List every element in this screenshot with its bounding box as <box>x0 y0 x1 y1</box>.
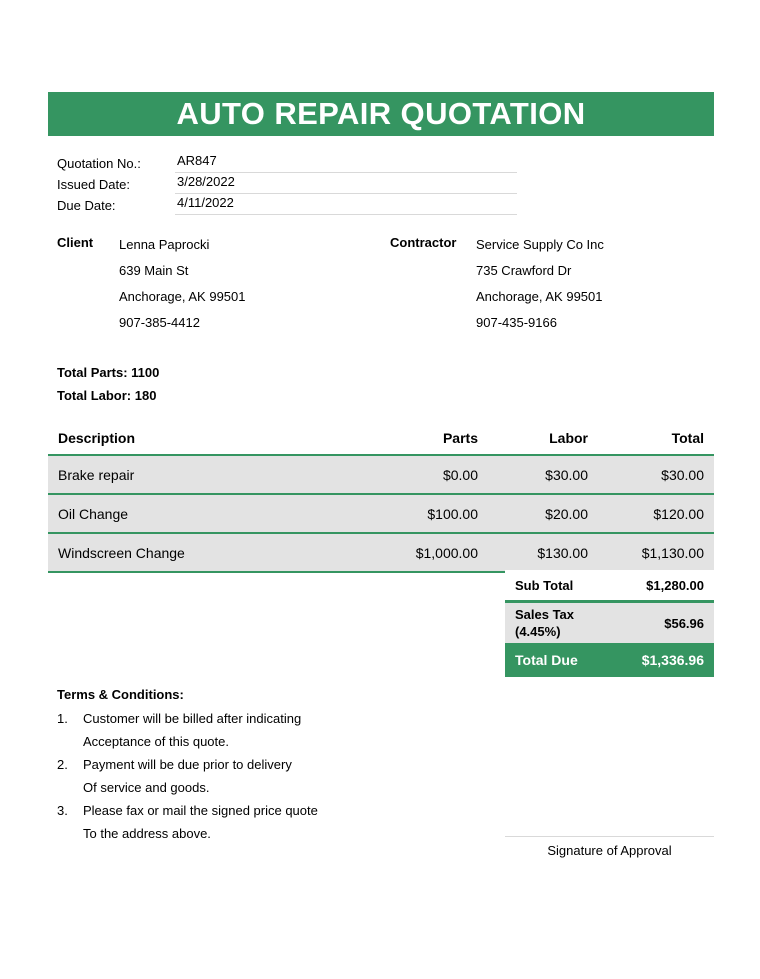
cell-labor: $20.00 <box>488 494 598 533</box>
total-parts-text: Total Parts: 1100 <box>57 365 160 380</box>
term-item <box>57 799 457 845</box>
parties-section <box>57 232 717 336</box>
column-header-total: Total <box>598 430 714 455</box>
cell-total: $120.00 <box>598 494 714 533</box>
term-text <box>83 707 301 753</box>
meta-value-quotation-no: AR847 <box>175 152 517 173</box>
term-line: Payment will be due prior to delivery <box>83 757 292 772</box>
client-address <box>119 232 246 336</box>
terms-and-conditions <box>57 687 457 845</box>
client-street: 639 Main St <box>119 263 189 278</box>
term-number: 1. <box>57 711 68 726</box>
contractor-address <box>476 232 604 336</box>
contractor-phone: 907-435-9166 <box>476 315 557 330</box>
terms-title: Terms & Conditions: <box>57 687 184 702</box>
signature-area <box>505 836 714 858</box>
document-title-banner <box>48 92 714 136</box>
contractor-block <box>390 232 717 336</box>
meta-label-quotation-no: Quotation No.: <box>57 156 141 171</box>
totals-block <box>505 570 714 677</box>
sales-tax-label-line1: Sales Tax <box>515 607 575 622</box>
term-number: 3. <box>57 803 68 818</box>
term-number: 2. <box>57 757 68 772</box>
subtotal-value: $1,280.00 <box>646 577 704 593</box>
cell-labor: $30.00 <box>488 455 598 494</box>
total-due-row <box>505 643 714 677</box>
sales-tax-label-line2: (4.45%) <box>515 624 561 639</box>
sales-tax-label <box>515 606 574 640</box>
table-row <box>48 455 714 494</box>
total-labor-text: Total Labor: 180 <box>57 388 157 403</box>
meta-value-issued-date: 3/28/2022 <box>175 173 517 194</box>
cell-total: $30.00 <box>598 455 714 494</box>
quotation-meta <box>57 152 517 215</box>
subtotal-row <box>505 570 714 600</box>
meta-row-issued-date <box>57 173 517 194</box>
contractor-heading: Contractor <box>390 235 457 250</box>
meta-value-due-date: 4/11/2022 <box>175 194 517 215</box>
client-block <box>57 232 390 336</box>
contractor-name: Service Supply Co Inc <box>476 237 604 252</box>
term-line: Acceptance of this quote. <box>83 734 229 749</box>
meta-label-due-date: Due Date: <box>57 198 116 213</box>
totals-summary <box>57 361 159 407</box>
table-header-row <box>48 430 714 455</box>
term-item <box>57 753 457 799</box>
cell-total: $1,130.00 <box>598 533 714 572</box>
client-phone: 907-385-4412 <box>119 315 200 330</box>
subtotal-label: Sub Total <box>515 577 574 593</box>
cell-description: Oil Change <box>48 494 372 533</box>
term-line: Of service and goods. <box>83 780 210 795</box>
term-text <box>83 753 292 799</box>
sales-tax-value: $56.96 <box>664 615 704 631</box>
cell-description: Windscreen Change <box>48 533 372 572</box>
column-header-parts: Parts <box>372 430 488 455</box>
contractor-city: Anchorage, AK 99501 <box>476 289 603 304</box>
page-title: AUTO REPAIR QUOTATION <box>176 96 586 131</box>
client-name: Lenna Paprocki <box>119 237 210 252</box>
total-due-label: Total Due <box>515 652 578 668</box>
line-items-table <box>48 430 714 573</box>
term-line: Customer will be billed after indicating <box>83 711 302 726</box>
meta-row-due-date <box>57 194 517 215</box>
cell-labor: $130.00 <box>488 533 598 572</box>
term-text <box>83 799 318 845</box>
table-row <box>48 533 714 572</box>
term-line: Please fax or mail the signed price quote <box>83 803 318 818</box>
client-city: Anchorage, AK 99501 <box>119 289 246 304</box>
cell-parts: $1,000.00 <box>372 533 488 572</box>
term-item <box>57 707 457 753</box>
column-header-description: Description <box>48 430 372 455</box>
term-line: To the address above. <box>83 826 211 841</box>
contractor-street: 735 Crawford Dr <box>476 263 572 278</box>
column-header-labor: Labor <box>488 430 598 455</box>
client-heading: Client <box>57 235 94 250</box>
cell-parts: $100.00 <box>372 494 488 533</box>
table-row <box>48 494 714 533</box>
cell-parts: $0.00 <box>372 455 488 494</box>
meta-label-issued-date: Issued Date: <box>57 177 130 192</box>
meta-row-quotation-no <box>57 152 517 173</box>
cell-description: Brake repair <box>48 455 372 494</box>
signature-label: Signature of Approval <box>547 843 672 858</box>
total-due-value: $1,336.96 <box>641 652 704 668</box>
sales-tax-row <box>505 600 714 643</box>
